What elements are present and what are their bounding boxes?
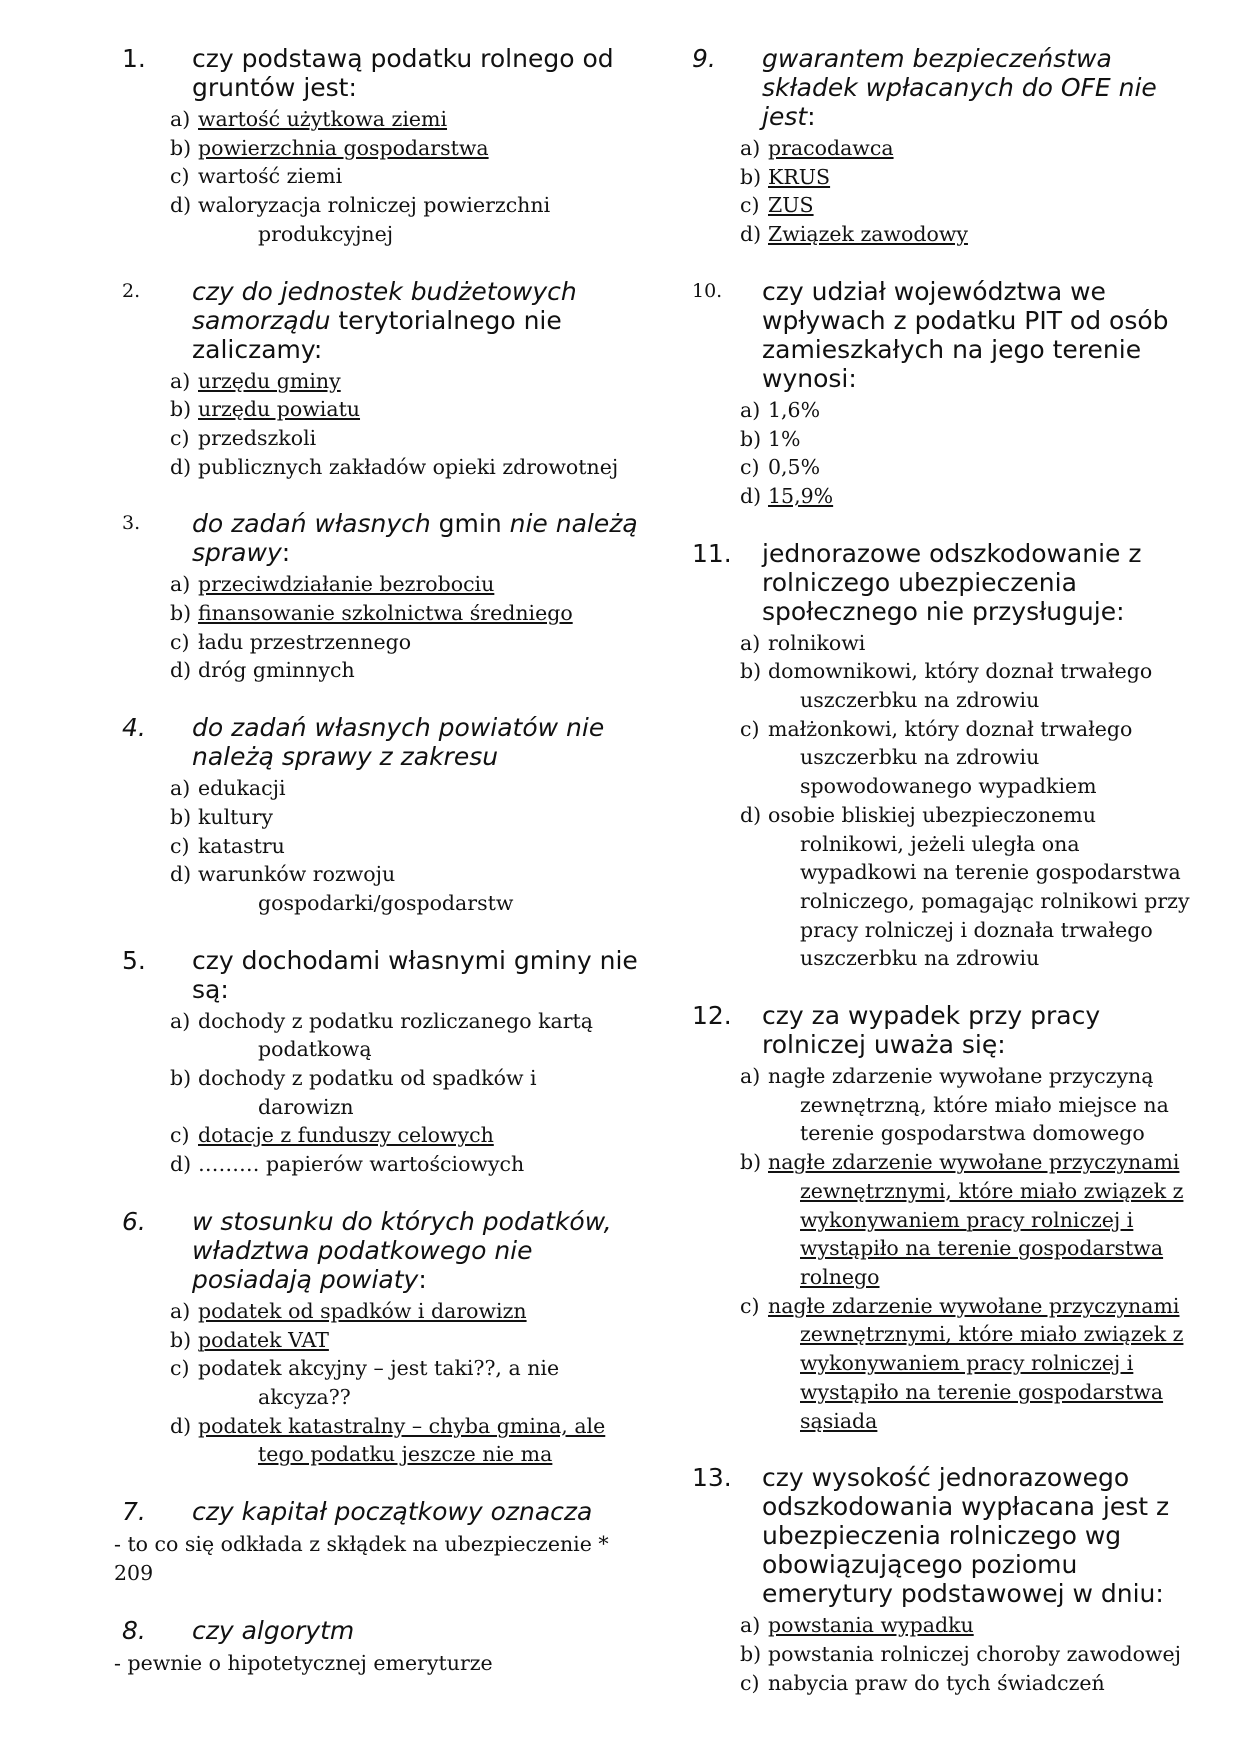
option-letter: c) — [170, 425, 190, 450]
option-text — [198, 1297, 658, 1326]
text-run: podatek akcyjny – jest taki??, a nie — [198, 1356, 560, 1381]
text-run: rolnikowi — [768, 630, 866, 655]
question-title — [118, 1616, 658, 1645]
answer-option — [170, 774, 658, 803]
text-run: rolnego — [800, 1264, 880, 1289]
option-letter: a) — [740, 136, 761, 160]
option-text — [768, 1669, 1208, 1698]
option-text — [768, 453, 1208, 482]
question-8 — [114, 1615, 658, 1678]
text-run: rolnikowi, jeżeli uległa ona — [800, 831, 1080, 856]
option-letter: b) — [740, 1641, 762, 1666]
text-run: terenie gospodarstwa domowego — [800, 1121, 1145, 1146]
text-run: wykonywaniem pracy rolniczej i — [800, 1351, 1134, 1376]
text-run: przedszkoli — [198, 425, 317, 450]
question-number: 8. — [122, 1615, 146, 1645]
question-title — [118, 946, 658, 1004]
question-title — [688, 1463, 1208, 1608]
option-text-continued — [198, 1093, 658, 1122]
question-3 — [118, 509, 658, 685]
text-run: czy za wypadek przy pracy rolniczej uważa się: — [762, 1001, 1101, 1060]
option-text — [198, 1150, 658, 1179]
option-letter: d) — [170, 1413, 192, 1438]
answer-option — [740, 453, 1208, 482]
option-letter: b) — [170, 1066, 192, 1091]
text-run: wartość użytkowa ziemi — [198, 107, 448, 131]
text-run: dochody z podatku od spadków i — [198, 1066, 537, 1091]
question-number: 6. — [122, 1206, 146, 1236]
option-letter: d) — [170, 454, 192, 479]
answer-options — [688, 1611, 1208, 1697]
option-letter: b) — [740, 164, 762, 189]
question-11 — [688, 539, 1208, 973]
question-2 — [118, 277, 658, 482]
text-run: do zadań własnych — [192, 509, 431, 539]
answer-option — [170, 1412, 658, 1469]
question-title — [688, 1001, 1208, 1059]
option-letter: c) — [740, 716, 760, 741]
text-run: domownikowi, który doznał trwałego — [768, 659, 1153, 684]
text-run: czy algorytm — [192, 1615, 355, 1645]
option-text — [198, 395, 658, 424]
option-text-continued — [768, 1234, 1208, 1263]
question-title — [118, 44, 658, 102]
option-letter: c) — [170, 1356, 190, 1381]
question-number: 9. — [692, 44, 716, 73]
option-letter: b) — [740, 1150, 762, 1175]
question-number: 3. — [122, 512, 141, 535]
option-letter: b) — [170, 1327, 192, 1352]
text-run: : — [418, 1264, 427, 1294]
option-text — [768, 1611, 1208, 1640]
option-text-continued — [768, 887, 1208, 916]
question-4 — [118, 713, 658, 918]
option-text — [198, 656, 658, 685]
text-run: uszczerbku na zdrowiu — [800, 688, 1040, 713]
question-title — [118, 509, 658, 567]
option-text-continued — [198, 1383, 658, 1412]
option-letter: d) — [740, 802, 762, 827]
text-run: w stosunku do których podatków, władztwa podatkowego nie posiadają powiaty — [192, 1206, 612, 1294]
answer-option — [740, 1148, 1208, 1292]
text-run: : — [281, 538, 291, 568]
question-number: 1. — [122, 44, 146, 73]
option-text — [768, 1148, 1208, 1177]
option-text — [768, 801, 1208, 830]
answer-option — [170, 105, 658, 134]
option-text — [198, 1354, 658, 1383]
text-run: dotacje z funduszy celowych — [198, 1123, 494, 1148]
option-text — [198, 424, 658, 453]
text-run: pracy rolniczej i doznała trwałego — [800, 917, 1153, 942]
question-10 — [688, 277, 1208, 511]
text-run: czy wysokość jednorazowego odszkodowania wypłacana jest z ubezpieczenia rolniczego wg obowiązującego poziomu emerytury podstawowej w dniu: — [762, 1463, 1170, 1609]
answer-option — [170, 453, 658, 482]
answer-option — [170, 628, 658, 657]
answer-option — [740, 1062, 1208, 1148]
text-run: nie należą sprawy — [192, 509, 638, 568]
answer-option — [740, 220, 1208, 249]
text-run: powstania wypadku — [768, 1613, 974, 1638]
answer-option — [170, 424, 658, 453]
option-letter: a) — [740, 1613, 761, 1638]
question-13 — [688, 1463, 1208, 1697]
option-letter: a) — [170, 107, 191, 131]
question-number: 2. — [122, 279, 141, 302]
answer-option — [740, 657, 1208, 714]
question-title — [118, 1497, 658, 1526]
answer-option — [170, 395, 658, 424]
option-letter: b) — [170, 601, 192, 626]
answer-option — [170, 1007, 658, 1064]
text-run: dochody z podatku rozliczanego kartą — [198, 1008, 593, 1033]
text-run: czy do jednostek budżetowych samorządu — [192, 276, 577, 335]
question-title — [688, 539, 1208, 626]
question-number: 5. — [122, 945, 146, 975]
answer-options — [118, 774, 658, 918]
option-text-continued — [768, 1407, 1208, 1436]
answer-options — [688, 629, 1208, 973]
answer-option — [740, 801, 1208, 973]
answer-option — [740, 396, 1208, 425]
answer-options — [688, 134, 1208, 249]
option-text — [198, 860, 658, 889]
answer-note: - to co się odkłada z skłądek na ubezpieczenie * 209 — [114, 1532, 609, 1585]
option-text-continued — [768, 916, 1208, 945]
option-text — [198, 1412, 658, 1441]
answer-options — [118, 367, 658, 482]
answer-option — [170, 134, 658, 163]
answer-option — [170, 832, 658, 861]
text-run: KRUS — [768, 164, 831, 189]
option-letter: c) — [740, 1670, 760, 1695]
answer-option — [170, 191, 658, 248]
text-run: powstania rolniczej choroby zawodowej — [768, 1641, 1182, 1666]
text-run: powierzchnia gospodarstwa — [198, 135, 489, 160]
question-title — [118, 713, 658, 771]
option-text — [198, 162, 658, 191]
answer-option — [740, 1292, 1208, 1436]
option-text — [198, 570, 658, 599]
text-run: urzędu powiatu — [198, 397, 361, 422]
option-text-continued — [198, 1440, 658, 1469]
answer-options — [688, 1062, 1208, 1435]
answer-option — [740, 1611, 1208, 1640]
question-number: 10. — [692, 279, 723, 302]
answer-option — [740, 163, 1208, 192]
text-run: wykonywaniem pracy rolniczej i — [800, 1207, 1134, 1232]
text-run: zewnętrznymi, które miało związek z — [800, 1178, 1184, 1203]
text-run: czy podstawą podatku rolnego od gruntów jest: — [192, 44, 614, 102]
text-run: publicznych zakładów opieki zdrowotnej — [198, 454, 619, 479]
option-text — [768, 482, 1208, 511]
option-text-continued — [768, 686, 1208, 715]
answer-options — [118, 1297, 658, 1469]
option-text-continued — [198, 220, 658, 249]
option-text — [198, 134, 658, 163]
option-letter: d) — [170, 1152, 192, 1177]
answer-options — [118, 105, 658, 249]
answer-option — [170, 599, 658, 628]
option-text — [198, 628, 658, 657]
option-letter: d) — [740, 222, 762, 247]
option-letter: d) — [170, 193, 192, 218]
text-run: podatek katastralny – chyba gmina, ale — [198, 1413, 606, 1438]
option-text-continued — [768, 1378, 1208, 1407]
text-run: zewnętrznymi, które miało związek z — [800, 1322, 1184, 1347]
option-letter: c) — [740, 193, 760, 218]
option-text-continued — [768, 1206, 1208, 1235]
option-text-continued — [768, 944, 1208, 973]
answer-option — [740, 715, 1208, 801]
option-letter: a) — [170, 1298, 191, 1323]
text-run: waloryzacja rolniczej powierzchni — [198, 193, 551, 218]
answer-option — [170, 860, 658, 917]
text-run: uszczerbku na zdrowiu — [800, 745, 1040, 770]
option-letter: b) — [170, 397, 192, 422]
question-6 — [118, 1207, 658, 1469]
question-9 — [688, 44, 1208, 249]
answer-option — [170, 162, 658, 191]
answer-option — [740, 482, 1208, 511]
option-text — [198, 191, 658, 220]
question-1 — [118, 44, 658, 249]
question-number: 11. — [692, 538, 732, 568]
option-text-continued — [768, 1349, 1208, 1378]
option-text — [198, 105, 658, 134]
question-number: 4. — [122, 713, 146, 743]
option-letter: c) — [740, 455, 760, 480]
option-letter: c) — [170, 833, 190, 858]
option-text — [768, 1292, 1208, 1321]
text-run: podatkową — [258, 1037, 372, 1062]
text-run: czy dochodami własnymi gminy nie są: — [192, 945, 638, 1004]
answer-option — [740, 425, 1208, 454]
option-text-continued — [768, 772, 1208, 801]
text-run: akcyza?? — [258, 1384, 351, 1409]
option-letter: b) — [740, 659, 762, 684]
answer-options — [118, 570, 658, 685]
option-text — [768, 425, 1208, 454]
option-text — [198, 803, 658, 832]
answer-option — [170, 570, 658, 599]
answer-option — [740, 191, 1208, 220]
text-run: : — [807, 102, 816, 131]
option-letter: a) — [170, 1008, 191, 1033]
question-5 — [118, 946, 658, 1179]
text-run: dróg gminnych — [198, 658, 355, 683]
option-text — [768, 134, 1208, 163]
option-letter: c) — [740, 1293, 760, 1318]
text-run: nagłe zdarzenie wywołane przyczynami — [768, 1150, 1180, 1175]
option-letter: a) — [170, 368, 191, 393]
right-column — [688, 44, 1208, 1725]
question-title — [688, 277, 1208, 393]
question-number: 13. — [692, 1463, 732, 1493]
text-run: czy kapitał początkowy oznacza — [192, 1497, 593, 1527]
text-run: wypadkowi na terenie gospodarstwa — [800, 860, 1181, 885]
option-text-continued — [768, 1177, 1208, 1206]
text-run: finansowanie szkolnictwa średniego — [198, 601, 573, 626]
answer-option — [170, 1150, 658, 1179]
answer-option — [170, 803, 658, 832]
option-text-continued — [768, 858, 1208, 887]
option-letter: b) — [170, 135, 192, 160]
text-run: 1,6% — [768, 397, 821, 422]
option-letter: b) — [170, 804, 192, 829]
answer-option — [170, 1297, 658, 1326]
option-text — [198, 453, 658, 482]
text-run: zewnętrzną, które miało miejsce na — [800, 1092, 1169, 1117]
option-text — [198, 1007, 658, 1036]
option-text — [768, 163, 1208, 192]
answer-option — [740, 1640, 1208, 1669]
answer-option — [170, 1354, 658, 1411]
text-run: podatek VAT — [198, 1327, 329, 1352]
text-run: podatek od spadków i darowizn — [198, 1298, 527, 1323]
answer-options — [118, 1007, 658, 1179]
text-run: do zadań własnych powiatów nie należą sprawy z zakresu — [192, 713, 605, 772]
text-run: edukacji — [198, 776, 286, 801]
answer-options — [688, 396, 1208, 511]
option-text — [768, 1062, 1208, 1091]
text-run: gwarantem bezpieczeństwa składek wpłacanych do OFE nie jest — [762, 44, 1157, 131]
text-run: wystąpiło na terenie gospodarstwa — [800, 1236, 1164, 1261]
text-run: produkcyjnej — [258, 221, 394, 246]
question-number: 12. — [692, 1001, 732, 1031]
option-text-continued — [768, 743, 1208, 772]
text-run: ZUS — [768, 193, 814, 218]
text-run: warunków rozwoju — [198, 862, 396, 887]
option-text-continued — [198, 1035, 658, 1064]
text-run: nagłe zdarzenie wywołane przyczynami — [768, 1293, 1180, 1318]
option-text-continued — [768, 1119, 1208, 1148]
text-run: 1% — [768, 426, 801, 451]
text-run: terytorialnego nie zaliczamy: — [192, 305, 562, 364]
text-run: osobie bliskiej ubezpieczonemu — [768, 802, 1096, 827]
option-text — [198, 367, 658, 396]
text-run: urzędu gminy — [198, 368, 341, 393]
text-run: wystąpiło na terenie gospodarstwa — [800, 1379, 1164, 1404]
option-text — [768, 396, 1208, 425]
answer-option — [740, 134, 1208, 163]
text-run: katastru — [198, 833, 285, 858]
option-text — [198, 774, 658, 803]
option-letter: c) — [170, 629, 190, 654]
text-run: przeciwdziałanie bezrobociu — [198, 572, 495, 597]
text-run: gmin — [430, 509, 510, 539]
option-text — [768, 657, 1208, 686]
option-text-continued — [768, 1091, 1208, 1120]
answer-option — [170, 1064, 658, 1121]
text-run: sąsiada — [800, 1408, 878, 1433]
text-run: pracodawca — [768, 136, 894, 160]
option-letter: c) — [170, 1123, 190, 1148]
text-run: spowodowanego wypadkiem — [800, 774, 1097, 799]
text-run: ……… papierów wartościowych — [198, 1152, 525, 1177]
text-run: darowizn — [258, 1094, 354, 1119]
answer-option — [170, 1326, 658, 1355]
answer-option — [740, 629, 1208, 658]
option-letter: a) — [170, 776, 191, 801]
text-run: małżonkowi, który doznał trwałego — [768, 716, 1133, 741]
option-text — [198, 832, 658, 861]
question-title — [688, 44, 1208, 131]
option-text — [768, 629, 1208, 658]
text-run: czy udział województwa we wpływach z podatku PIT od osób zamieszkałych na jego terenie wynosi: — [762, 276, 1169, 393]
answer-option — [170, 1121, 658, 1150]
question-7 — [114, 1497, 658, 1587]
text-run: nagłe zdarzenie wywołane przyczyną — [768, 1064, 1154, 1089]
option-text — [768, 715, 1208, 744]
text-run: jednorazowe odszkodowanie z rolniczego ubezpieczenia społecznego nie przysługuje: — [762, 538, 1142, 626]
answer-option — [170, 656, 658, 685]
question-12 — [688, 1001, 1208, 1435]
option-text — [198, 599, 658, 628]
text-run: Związek zawodowy — [768, 222, 968, 247]
text-run: ładu przestrzennego — [198, 629, 412, 654]
answer-note: - pewnie o hipotetycznej emeryturze — [114, 1650, 493, 1675]
question-number: 7. — [122, 1497, 146, 1527]
text-run: tego podatku jeszcze nie ma — [258, 1442, 553, 1467]
question-title — [118, 1207, 658, 1294]
option-letter: d) — [170, 658, 192, 683]
option-text — [198, 1064, 658, 1093]
text-run: kultury — [198, 804, 274, 829]
option-letter: b) — [740, 426, 762, 451]
question-title — [118, 277, 658, 364]
option-letter: c) — [170, 164, 190, 189]
option-letter: a) — [740, 1064, 761, 1089]
text-run: rolniczego, pomagając rolnikowi przy — [800, 888, 1190, 913]
option-letter: a) — [740, 397, 761, 422]
option-text-continued — [768, 830, 1208, 859]
option-letter: d) — [170, 862, 192, 887]
option-text-continued — [768, 1263, 1208, 1292]
text-run: nabycia praw do tych świadczeń — [768, 1670, 1105, 1695]
text-run: 15,9% — [768, 483, 834, 508]
text-run: wartość ziemi — [198, 164, 343, 189]
option-text — [768, 220, 1208, 249]
left-column — [114, 44, 658, 1705]
text-run: 0,5% — [768, 455, 821, 480]
answer-option — [170, 367, 658, 396]
option-letter: a) — [740, 630, 761, 655]
text-run: gospodarki/gospodarstw — [258, 890, 514, 915]
option-text-continued — [198, 889, 658, 918]
option-letter: a) — [170, 572, 191, 597]
option-text — [768, 191, 1208, 220]
option-text-continued — [768, 1320, 1208, 1349]
answer-option — [740, 1669, 1208, 1698]
text-run: uszczerbku na zdrowiu — [800, 946, 1040, 971]
option-text — [198, 1326, 658, 1355]
option-text — [768, 1640, 1208, 1669]
option-text — [198, 1121, 658, 1150]
option-letter: d) — [740, 483, 762, 508]
